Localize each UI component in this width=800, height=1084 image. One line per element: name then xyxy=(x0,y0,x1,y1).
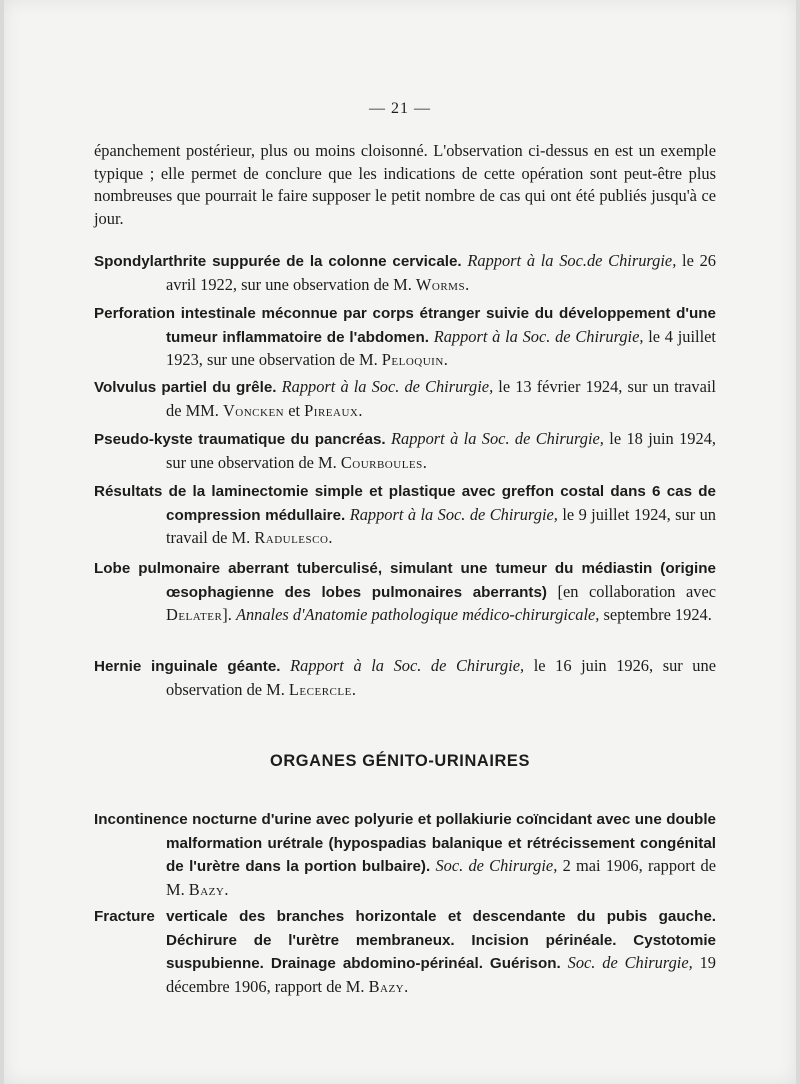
page-number: — 21 — xyxy=(369,100,431,117)
entry-reference: Rapport à la Soc. de Chirurgie, xyxy=(349,504,558,524)
publication-entry xyxy=(94,557,716,627)
entry-text: 2 mai 1906, rapport de M. xyxy=(166,856,716,899)
entry-text: . xyxy=(443,350,448,369)
publication-entry xyxy=(94,428,716,474)
intro-paragraph: épanchement postérieur, plus ou moins cloisonné. L'observation ci-dessus en est un exemple typique ; elle permet de conclure que les indications de cette opération sont peut-être plus nombreuses que pourrait le faire supposer le petit nombre de cas qui ont été publiés jusqu'à ce jour. xyxy=(94,141,716,228)
author-name: Peloquin xyxy=(381,350,444,369)
entry-reference: Rapport à la Soc. de Chirurgie, xyxy=(433,326,644,346)
publication-entry xyxy=(94,302,716,372)
author-name: Pireaux xyxy=(304,400,359,420)
entry-text: 19 décembre 1906, rapport de M. xyxy=(166,953,716,996)
entry-text: le 13 février 1924, sur un travail de MM. xyxy=(166,377,716,420)
entry-text: le 9 juillet 1924, sur un travail de M. xyxy=(166,504,716,547)
entry-title: Pseudo-kyste traumatique du pancréas. xyxy=(94,431,386,448)
entry-title: Spondylarthrite suppurée de la colonne cervicale. xyxy=(94,253,462,270)
entry-text: et xyxy=(288,400,301,420)
entry-reference: Rapport à la Soc. de Chirurgie, xyxy=(391,429,604,448)
section-heading: ORGANES GÉNITO-URINAIRES xyxy=(270,752,530,770)
entry-text: [en collaboration avec xyxy=(557,581,716,601)
author-name: Radulesco xyxy=(254,528,329,547)
entry-text: . xyxy=(351,679,356,699)
entry-text: le 16 juin 1926, sur une observation de M. xyxy=(166,656,716,699)
entry-text: . xyxy=(224,879,229,899)
entry-text: le 18 juin 1924, sur une observation de M. xyxy=(166,429,716,472)
entry-reference: Rapport à la Soc. de Chirurgie, xyxy=(281,377,494,396)
entry-text: . xyxy=(465,274,470,294)
entry-text: ]. xyxy=(222,605,232,624)
entry-reference: Rapport à la Soc. de Chirurgie, xyxy=(290,656,525,675)
author-name: Worms xyxy=(415,274,466,294)
entry-reference: Rapport à la Soc.de Chirurgie, xyxy=(467,251,677,270)
publication-entry xyxy=(94,905,716,998)
entry-title: Incontinence nocturne d'urine avec polyurie et pollakiurie coïncidant avec une double malformation urétrale (hypospadias balanique et rétrécissement congénital de l'urètre dans la portion bulbaire). xyxy=(94,811,716,875)
author-name: Delater xyxy=(166,605,223,624)
entry-title: Lobe pulmonaire aberrant tuberculisé, simulant une tumeur du médiastin (origine œsophagienne des lobes pulmonaires aberrants) xyxy=(94,560,716,601)
author-name: Bazy xyxy=(188,879,225,899)
document-page xyxy=(4,0,796,1084)
entry-text: le 26 avril 1922, sur une observation de M. xyxy=(166,251,716,294)
entry-reference: Soc. de Chirurgie, xyxy=(435,856,558,875)
author-name: Courboules xyxy=(340,452,423,472)
entry-reference: Annales d'Anatomie pathologique médico-chirurgicale, xyxy=(235,605,600,624)
entry-title: Résultats de la laminectomie simple et plastique avec greffon costal dans 6 cas de compression médullaire. xyxy=(94,483,716,524)
publication-entry xyxy=(94,655,716,701)
publication-entry xyxy=(94,480,716,550)
entry-text: . xyxy=(404,976,409,996)
entry-title: Fracture verticale des branches horizontale et descendante du pubis gauche. Déchirure de l'urètre membraneux. Incision périnéale. Cystotomie suspubienne. Drainage abdomino-périnéal. Guérison. xyxy=(94,908,716,972)
entry-text: septembre 1924. xyxy=(603,605,712,624)
author-name: Voncken xyxy=(222,400,285,420)
publication-entry xyxy=(94,250,716,296)
entry-title: Perforation intestinale méconnue par corps étranger suivie du développement d'une tumeur inflammatoire de l'abdomen. xyxy=(94,305,716,346)
entry-reference: Soc. de Chirurgie, xyxy=(567,953,693,972)
entry-text: le 4 juillet 1923, sur une observation de M. xyxy=(166,326,716,369)
entry-text: . xyxy=(422,452,427,472)
author-name: Bazy xyxy=(368,976,405,996)
publication-entry xyxy=(94,808,716,901)
entry-title: Hernie inguinale géante. xyxy=(94,658,281,675)
entry-text: . xyxy=(328,528,333,547)
entry-title: Volvulus partiel du grêle. xyxy=(94,379,277,396)
author-name: Lecercle xyxy=(288,679,352,699)
entry-text: . xyxy=(358,400,363,420)
publication-entry xyxy=(94,376,716,422)
